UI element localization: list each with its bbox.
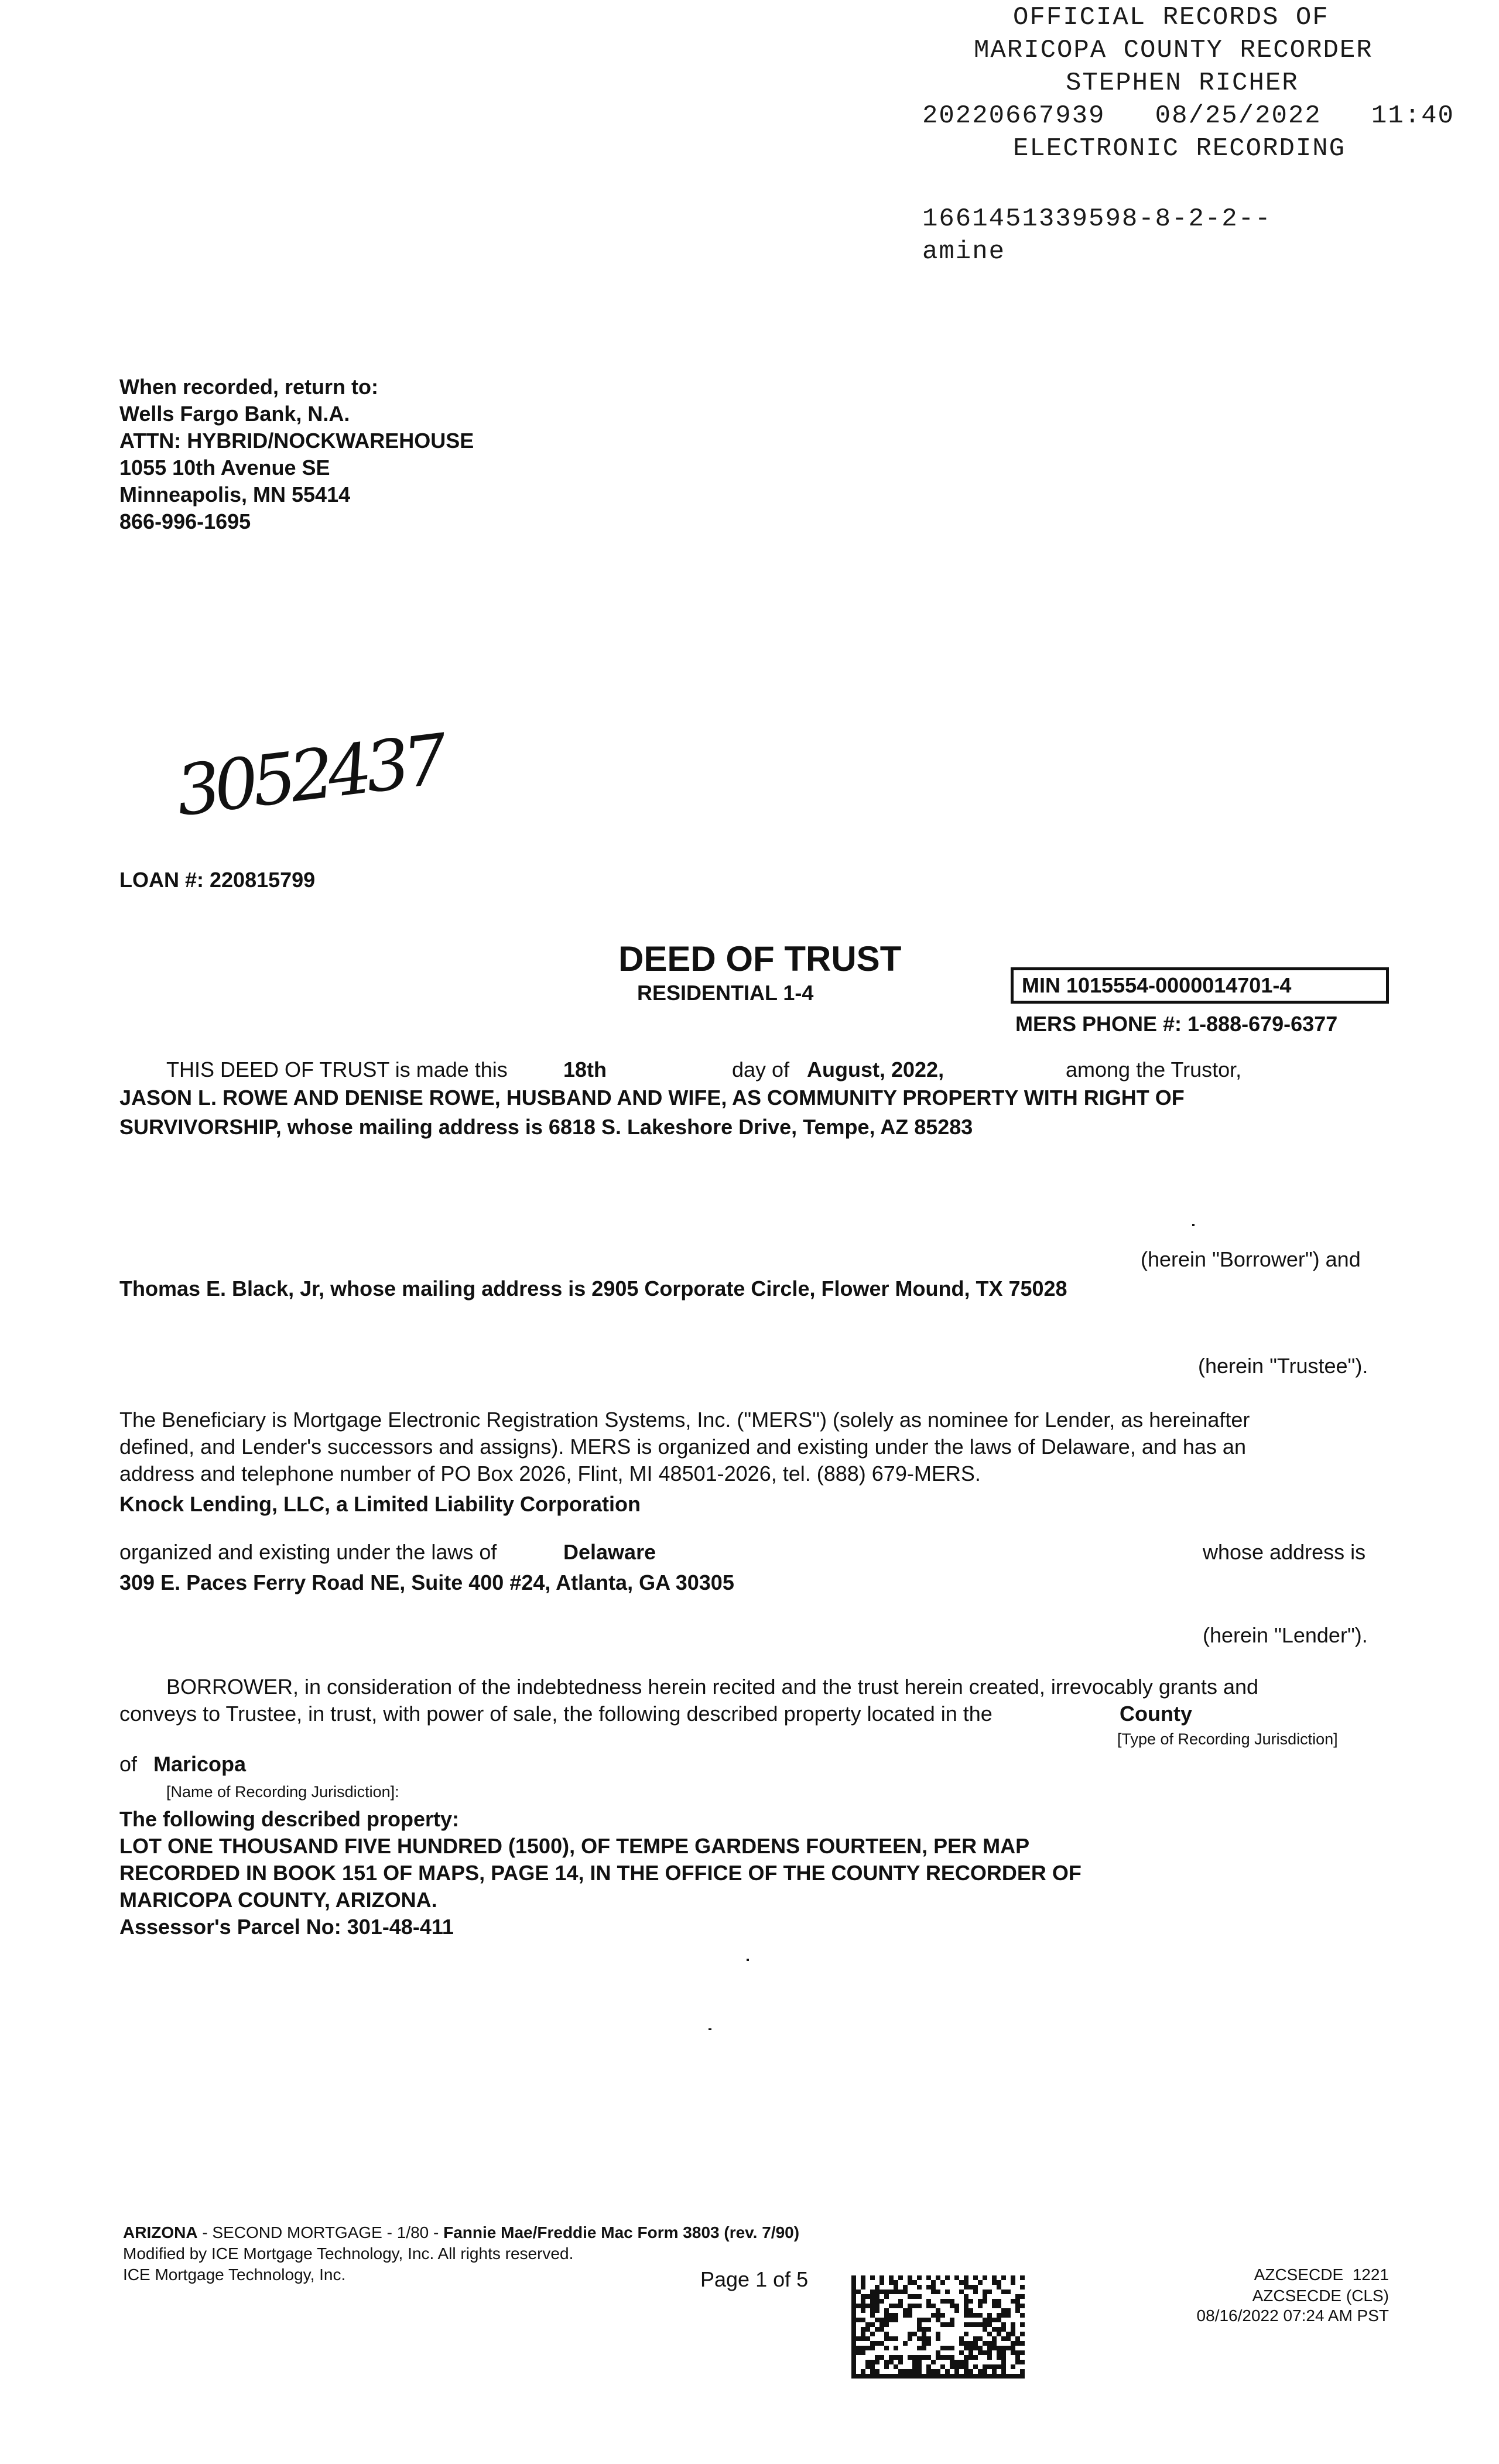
- document-subtitle: RESIDENTIAL 1-4: [637, 981, 814, 1005]
- jurisdiction-name: Maricopa: [153, 1752, 247, 1776]
- property-line-3: MARICOPA COUNTY, ARIZONA.: [119, 1888, 437, 1912]
- organized-address-label: whose address is: [1203, 1540, 1366, 1564]
- trustee-line: Thomas E. Black, Jr, whose mailing address is 2905 Corporate Circle, Flower Mound, TX 75028: [119, 1277, 1067, 1301]
- recorder-line-2: MARICOPA COUNTY RECORDER: [974, 36, 1373, 65]
- property-line-1: LOT ONE THOUSAND FIVE HUNDRED (1500), OF TEMPE GARDENS FOURTEEN, PER MAP: [119, 1834, 1030, 1858]
- min-box: [1011, 967, 1389, 1004]
- type-caption: [Type of Recording Jurisdiction]: [1117, 1730, 1338, 1748]
- lender-tag: (herein "Lender").: [1203, 1623, 1368, 1647]
- beneficiary-line-3: address and telephone number of PO Box 2026, Flint, MI 48501-2026, tel. (888) 679-MERS.: [119, 1462, 981, 1486]
- return-to-block: [119, 374, 474, 535]
- footer-form-number: Fannie Mae/Freddie Mac Form 3803 (rev. 7/90): [443, 2223, 800, 2241]
- opening-month-year: August, 2022,: [807, 1058, 944, 1082]
- property-line-2: RECORDED IN BOOK 151 OF MAPS, PAGE 14, IN THE OFFICE OF THE COUNTY RECORDER OF: [119, 1861, 1082, 1885]
- return-to-heading: When recorded, return to:: [119, 375, 379, 399]
- footer-form-type: - SECOND MORTGAGE - 1/80 -: [197, 2223, 444, 2241]
- beneficiary-paragraph: [119, 1406, 1250, 1487]
- jurisdiction-type: County: [1120, 1702, 1192, 1726]
- opening-prefix: THIS DEED OF TRUST is made this: [166, 1058, 508, 1082]
- loan-number: LOAN #: 220815799: [119, 868, 316, 892]
- footer-modified: Modified by ICE Mortgage Technology, Inc. All rights reserved.: [123, 2244, 574, 2263]
- organized-prefix: organized and existing under the laws of: [119, 1540, 497, 1564]
- property-block: [119, 1806, 1082, 1941]
- grant-line-1: BORROWER, in consideration of the indebtedness herein recited and the trust herein created, irrevocably grants and: [166, 1675, 1259, 1699]
- beneficiary-line-1: The Beneficiary is Mortgage Electronic Registration Systems, Inc. ("MERS") (solely as nominee for Lender, as hereinafter: [119, 1408, 1250, 1432]
- document-title: DEED OF TRUST: [618, 939, 902, 978]
- recorder-ref-2: amine: [922, 237, 1006, 266]
- opening-day-label: day of: [732, 1058, 790, 1082]
- recorder-line-4: 20220667939 08/25/2022 11:40: [922, 101, 1454, 131]
- return-to-city: Minneapolis, MN 55414: [119, 482, 351, 507]
- min-number: MIN 1015554-0000014701-4: [1022, 973, 1292, 997]
- handwritten-number: 3052437: [172, 718, 447, 832]
- trustee-tag: (herein "Trustee").: [1198, 1354, 1368, 1378]
- page-number: Page 1 of 5: [700, 2267, 809, 2291]
- recorder-line-5: ELECTRONIC RECORDING: [1013, 134, 1346, 163]
- trustor-line-2: SURVIVORSHIP, whose mailing address is 6818 S. Lakeshore Drive, Tempe, AZ 85283: [119, 1115, 973, 1139]
- footer-form-state: ARIZONA: [123, 2223, 198, 2241]
- recorder-ref-1: 1661451339598-8-2-2--: [922, 204, 1272, 234]
- opening-among: among the Trustor,: [1066, 1058, 1242, 1082]
- return-to-name: Wells Fargo Bank, N.A.: [119, 402, 350, 426]
- stray-mark: [1192, 1224, 1195, 1226]
- property-heading: The following described property:: [119, 1807, 460, 1831]
- organized-state: Delaware: [563, 1540, 656, 1564]
- lender-address: 309 E. Paces Ferry Road NE, Suite 400 #24, Atlanta, GA 30305: [119, 1570, 734, 1594]
- return-to-attn: ATTN: HYBRID/NOCKWAREHOUSE: [119, 429, 474, 453]
- of-label: of: [119, 1752, 138, 1776]
- footer-timestamp: 08/16/2022 07:24 AM PST: [1196, 2306, 1389, 2325]
- lender-name: Knock Lending, LLC, a Limited Liability Corporation: [119, 1492, 641, 1516]
- barcode-2d-icon: [850, 2275, 1026, 2379]
- recorder-line-1: OFFICIAL RECORDS OF: [1013, 3, 1329, 32]
- parcel-number: Assessor's Parcel No: 301-48-411: [119, 1915, 454, 1939]
- name-caption: [Name of Recording Jurisdiction]:: [166, 1783, 399, 1801]
- return-to-street: 1055 10th Avenue SE: [119, 456, 330, 480]
- grant-line-2-prefix: conveys to Trustee, in trust, with power of sale, the following described property located in the: [119, 1702, 993, 1726]
- recorder-line-3: STEPHEN RICHER: [1066, 69, 1299, 98]
- footer-code-1: AZCSECDE 1221: [1254, 2265, 1389, 2284]
- trustor-line-1: JASON L. ROWE AND DENISE ROWE, HUSBAND AND WIFE, AS COMMUNITY PROPERTY WITH RIGHT OF: [119, 1086, 1185, 1110]
- stray-mark: [747, 1959, 749, 1961]
- beneficiary-line-2: defined, and Lender's successors and assigns). MERS is organized and existing under the laws of Delaware, and has an: [119, 1435, 1246, 1459]
- opening-day: 18th: [563, 1058, 607, 1082]
- borrower-tag: (herein "Borrower") and: [1141, 1247, 1361, 1271]
- stray-mark: [709, 2028, 711, 2030]
- return-to-phone: 866-996-1695: [119, 509, 251, 533]
- mers-phone: MERS PHONE #: 1-888-679-6377: [1015, 1012, 1338, 1036]
- footer-form-line: [123, 2223, 799, 2243]
- footer-company: ICE Mortgage Technology, Inc.: [123, 2265, 346, 2284]
- footer-code-2: AZCSECDE (CLS): [1252, 2287, 1389, 2305]
